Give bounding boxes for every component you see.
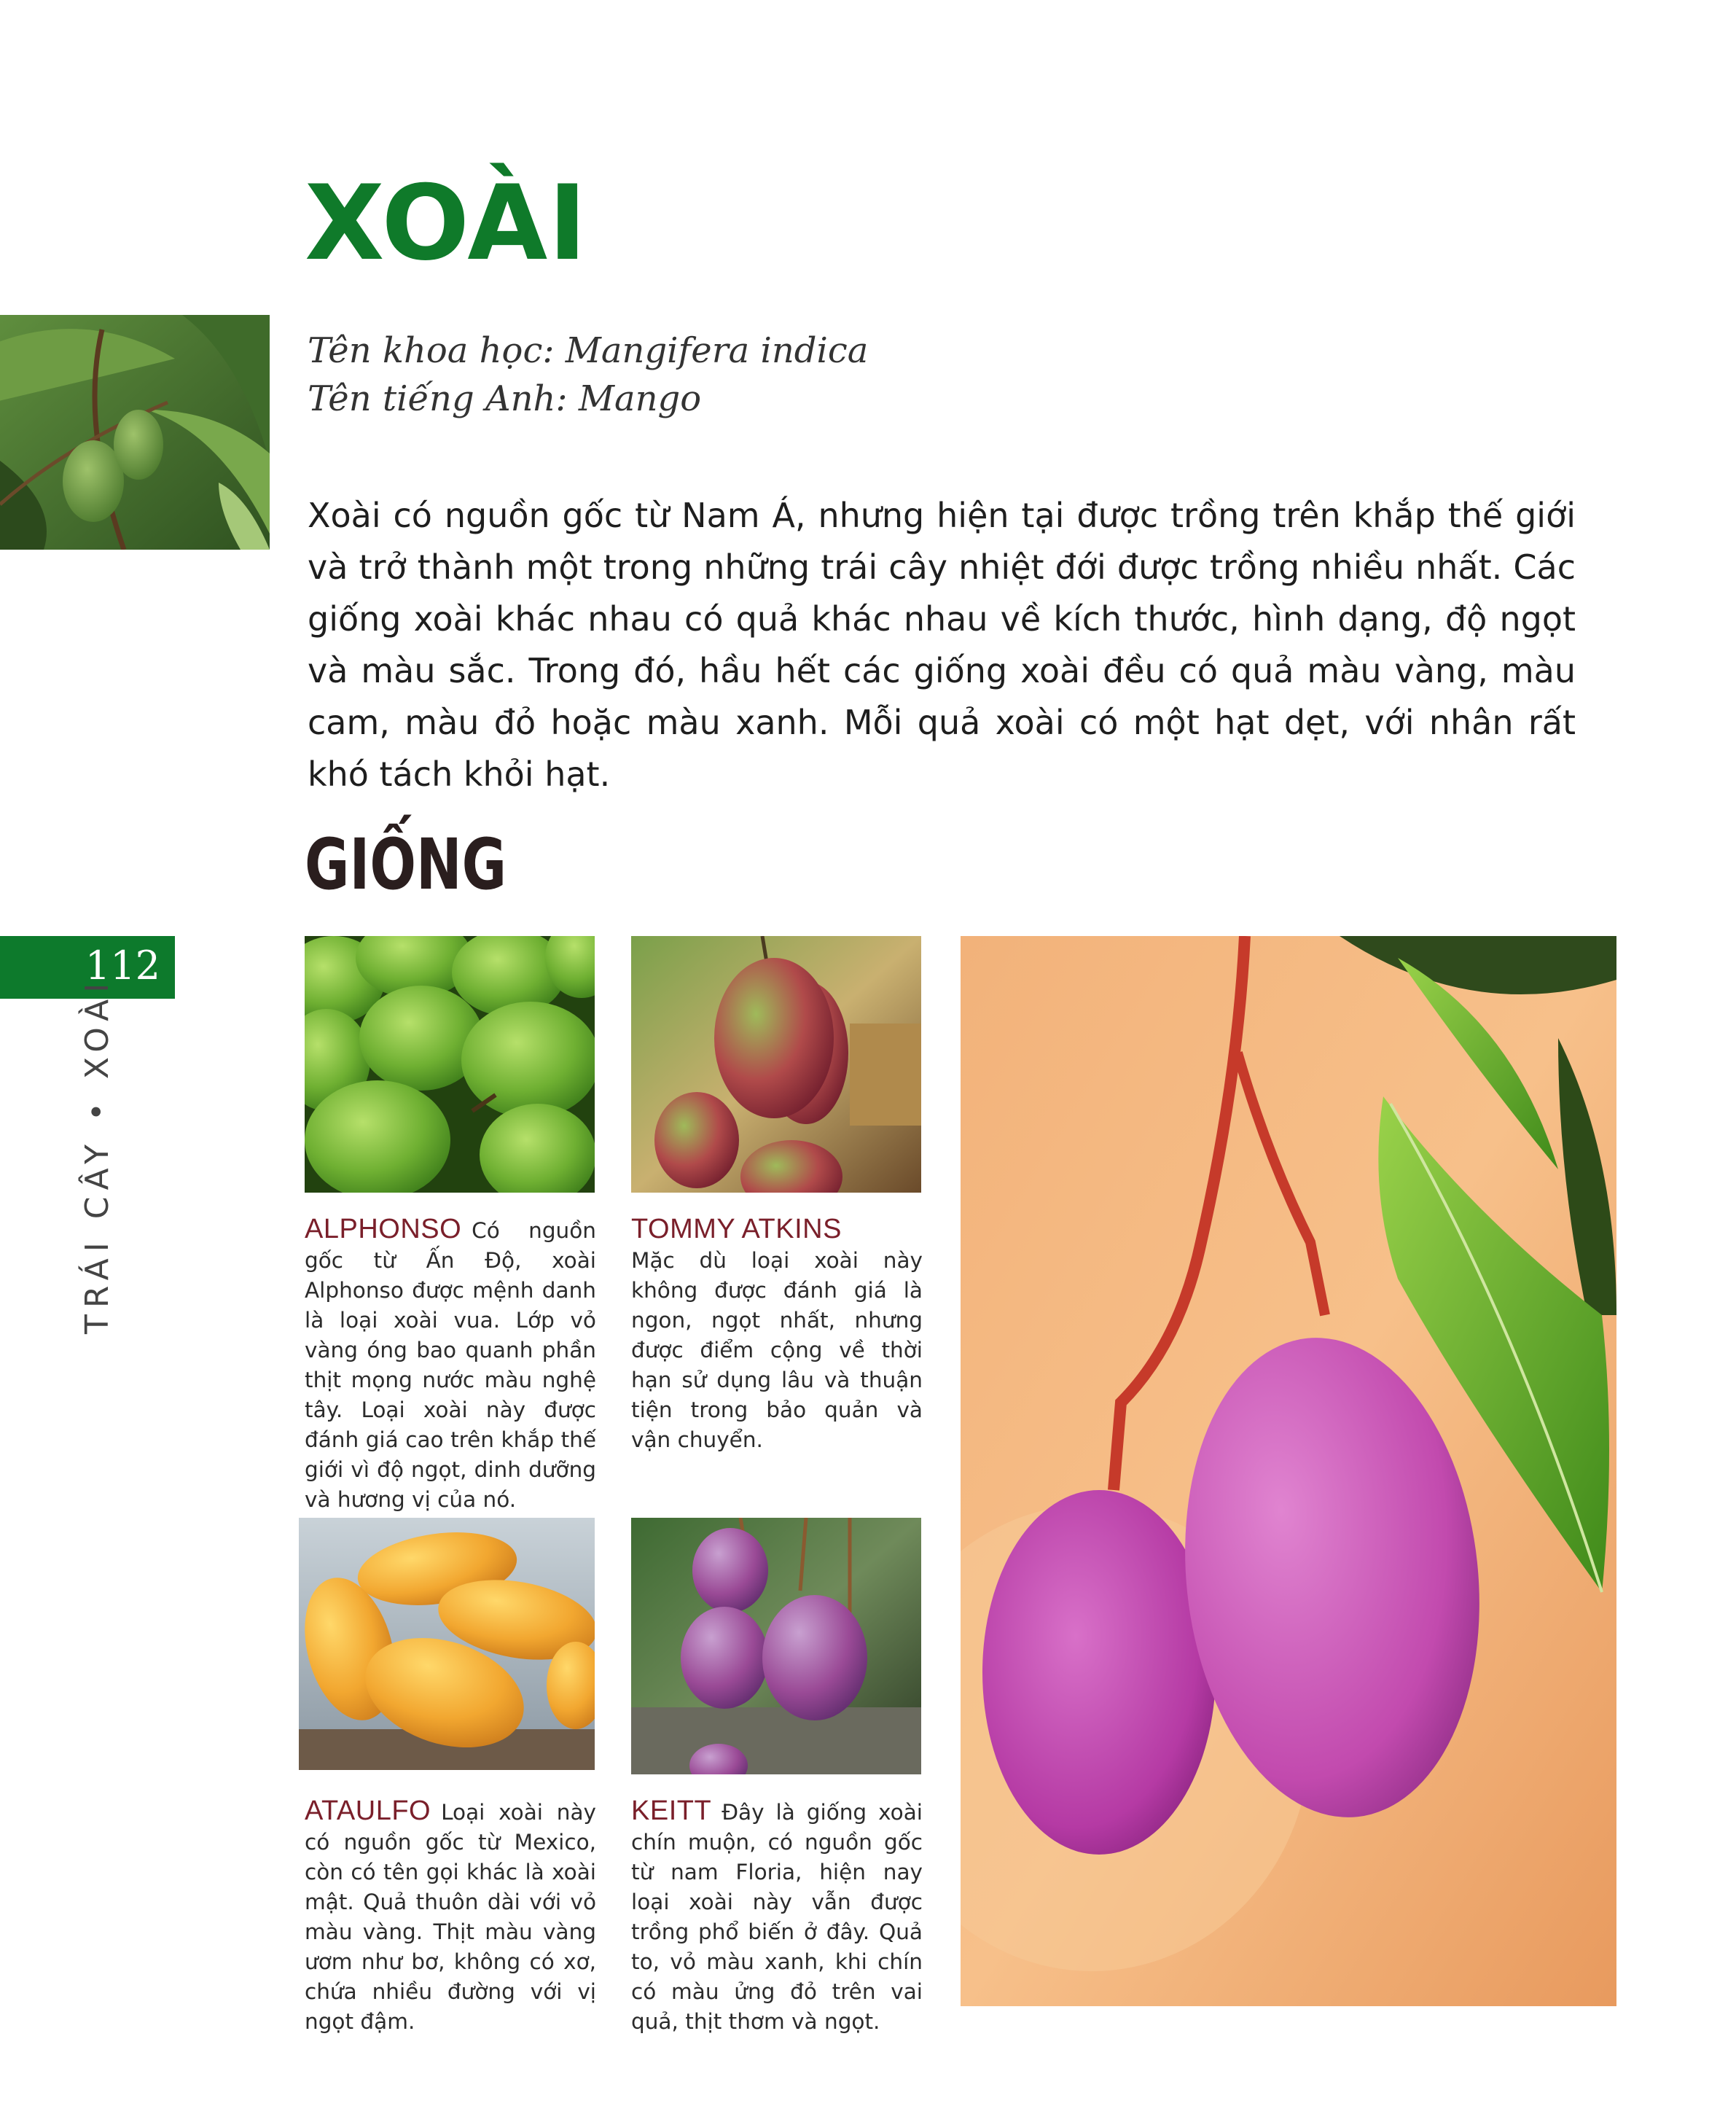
section-heading-varieties: GIỐNG — [305, 824, 507, 905]
scientific-name: Tên khoa học: Mangifera indica — [308, 330, 869, 371]
english-name: Tên tiếng Anh: Mango — [308, 378, 702, 419]
variety-name: ATAULFO — [305, 1796, 431, 1826]
keitt-photo — [631, 1518, 921, 1774]
variety-tommy-atkins — [631, 1215, 923, 1455]
variety-keitt — [631, 1796, 923, 2037]
tommy-atkins-photo — [631, 936, 921, 1193]
alphonso-photo — [305, 936, 595, 1193]
page-number: 112 — [85, 943, 160, 989]
variety-description: Có nguồn gốc từ Ấn Độ, xoài Alphonso được mệnh danh là loại xoài vua. Lớp vỏ vàng óng bao quanh phần thịt mọng nước màu nghệ tây. Loại xoài này được đánh giá cao trên khắp thế giới vì độ ngọt, dinh dưỡng và hương vị của nó. — [305, 1218, 596, 1512]
intro-paragraph: Xoài có nguồn gốc từ Nam Á, nhưng hiện tại được trồng trên khắp thế giới và trở thành một trong những trái cây nhiệt đới được trồng nhiều nhất. Các giống xoài khác nhau có quả khác nhau về kích thước, hình dạng, độ ngọt và màu sắc. Trong đó, hầu hết các giống xoài đều có quả màu vàng, màu cam, màu đỏ hoặc màu xanh. Mỗi quả xoài có một hạt dẹt, với nhân rất khó tách khỏi hạt. — [308, 496, 1576, 794]
running-head: TRÁI CÂY • XOÀI — [79, 976, 116, 1334]
variety-description: Đây là giống xoài chín muộn, có nguồn gốc từ nam Floria, hiện nay loại xoài này vẫn được trồng phổ biến ở đây. Quả to, vỏ màu xanh, khi chín có màu ửng đỏ trên vai quả, thịt thơm và ngọt. — [631, 1800, 923, 2034]
pink-mango-photo — [961, 936, 1616, 2006]
variety-ataulfo — [305, 1796, 596, 2037]
variety-description: Loại xoài này có nguồn gốc từ Mexico, còn có tên gọi khác là xoài mật. Quả thuôn dài với vỏ màu vàng. Thịt màu vàng ươm như bơ, không có xơ, chứa nhiều đường với vị ngọt đậm. — [305, 1800, 596, 2034]
page-title: XOÀI — [305, 163, 588, 284]
variety-name: KEITT — [631, 1796, 712, 1826]
mango-tree-photo — [0, 315, 270, 550]
variety-name: TOMMY ATKINS — [631, 1214, 842, 1244]
variety-description: Mặc dù loại xoài này không được đánh giá là ngon, ngọt nhất, nhưng được điểm cộng về thời hạn sử dụng lâu và thuận tiện trong bảo quản và vận chuyển. — [631, 1248, 923, 1452]
species-names — [308, 327, 868, 423]
variety-alphonso — [305, 1215, 596, 1515]
variety-name: ALPHONSO — [305, 1214, 462, 1244]
ataulfo-photo — [299, 1518, 595, 1770]
